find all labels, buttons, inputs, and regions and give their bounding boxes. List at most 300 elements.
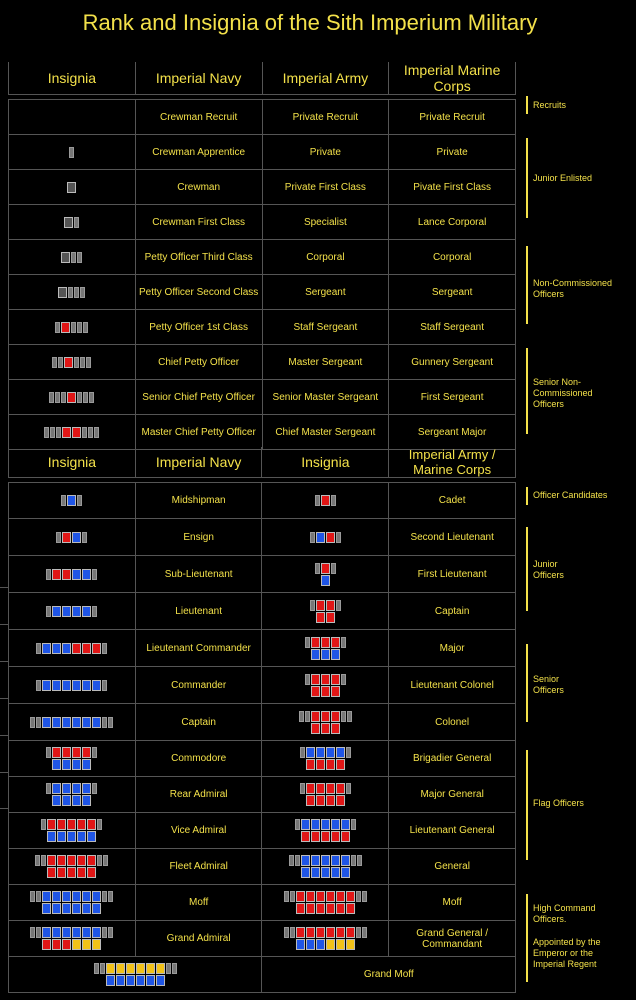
insignia-square-blue <box>321 867 330 878</box>
insignia-square-blue <box>72 759 81 770</box>
header-navy: Imperial Navy <box>135 447 262 478</box>
insignia-square-red <box>311 674 320 685</box>
army-rank: Grand General / Commandant <box>389 921 516 957</box>
insignia-square-blue <box>341 855 350 866</box>
insignia-pip-grey <box>346 783 351 794</box>
navy-rank: Senior Chief Petty Officer <box>135 380 262 415</box>
table-row <box>9 240 516 275</box>
insignia-square-blue <box>72 795 81 806</box>
insignia-square-red <box>316 795 325 806</box>
insignia-square-red <box>336 903 345 914</box>
insignia-square-red <box>331 711 340 722</box>
junior-officers-bracket <box>526 527 528 611</box>
senior-officers-bracket <box>526 644 528 722</box>
insignia-pip-grey <box>46 569 51 580</box>
insignia-square-red <box>321 674 330 685</box>
army-rank: Senior Master Sergeant <box>262 380 389 415</box>
insignia-square-red <box>77 819 86 830</box>
insignia-pip-grey <box>310 600 315 611</box>
insignia-square-red <box>321 686 330 697</box>
insignia-pip-grey <box>82 427 87 438</box>
insignia-square-red <box>311 831 320 842</box>
insignia-square-blue <box>301 819 310 830</box>
table-row <box>9 777 516 813</box>
insignia-cell <box>9 135 136 170</box>
insignia-square-blue <box>106 975 115 986</box>
insignia-pip-grey <box>92 783 97 794</box>
header-marine: Imperial Marine Corps <box>389 62 516 95</box>
insignia-square-grey <box>64 217 73 228</box>
army-rank: Sergeant <box>262 275 389 310</box>
navy-rank: Vice Admiral <box>135 813 262 849</box>
insignia-square-blue <box>336 747 345 758</box>
insignia-pip-grey <box>331 495 336 506</box>
insignia-square-blue <box>42 927 51 938</box>
insignia-square-red <box>62 427 71 438</box>
insignia-square-blue <box>92 903 101 914</box>
navy-insignia-cell <box>9 483 136 519</box>
insignia-cell <box>9 240 136 275</box>
insignia-square-red <box>336 795 345 806</box>
header-insignia: Insignia <box>9 447 136 478</box>
insignia-square-blue <box>62 927 71 938</box>
insignia-square-blue <box>62 795 71 806</box>
insignia-pip-grey <box>56 532 61 543</box>
insignia-square-gold <box>116 963 125 974</box>
insignia-pip-grey <box>80 287 85 298</box>
insignia-square-red <box>326 612 335 623</box>
insignia-square-blue <box>72 606 81 617</box>
insignia-pip-grey <box>299 711 304 722</box>
group-label-recruits: Recruits <box>533 100 567 110</box>
insignia-square-blue <box>82 891 91 902</box>
table-row <box>9 630 516 667</box>
navy-rank: Ensign <box>135 519 262 556</box>
insignia-square-red <box>316 927 325 938</box>
table-row <box>9 483 516 519</box>
insignia-square-blue <box>331 649 340 660</box>
insignia-square-blue <box>52 927 61 938</box>
insignia-square-blue <box>82 903 91 914</box>
insignia-square-red <box>64 357 73 368</box>
insignia-pip-grey <box>290 891 295 902</box>
insignia-square-red <box>301 831 310 842</box>
grand-moff-rank: Grand Moff <box>262 957 516 993</box>
insignia-square-red <box>321 831 330 842</box>
insignia-square-red <box>306 903 315 914</box>
navy-insignia-cell <box>9 593 136 630</box>
table-row <box>9 310 516 345</box>
insignia-pip-grey <box>295 855 300 866</box>
insignia-pip-grey <box>92 606 97 617</box>
edge-tick <box>0 698 8 699</box>
group-label-junior-officers: Junior Officers <box>533 559 564 580</box>
snco-bracket <box>526 348 528 434</box>
insignia-square-blue <box>311 855 320 866</box>
insignia-pip-grey <box>36 643 41 654</box>
insignia-cell <box>9 380 136 415</box>
insignia-square-red <box>311 637 320 648</box>
insignia-pip-grey <box>77 322 82 333</box>
insignia-cell <box>9 100 136 135</box>
insignia-square-red <box>346 927 355 938</box>
insignia-pip-grey <box>331 563 336 574</box>
insignia-pip-grey <box>108 717 113 728</box>
insignia-square-blue <box>316 747 325 758</box>
navy-rank: Crewman Recruit <box>135 100 262 135</box>
insignia-square-gold <box>146 963 155 974</box>
group-label-junior-enlisted: Junior Enlisted <box>533 173 593 183</box>
marine-rank: Sergeant Major <box>389 415 516 450</box>
navy-rank: Petty Officer Third Class <box>135 240 262 275</box>
insignia-square-blue <box>42 717 51 728</box>
insignia-pip-grey <box>102 680 107 691</box>
insignia-square-red <box>326 600 335 611</box>
insignia-square-blue <box>52 680 61 691</box>
insignia-square-blue <box>52 717 61 728</box>
insignia-square-blue <box>82 680 91 691</box>
army-rank: Brigadier General <box>389 741 516 777</box>
insignia-pip-grey <box>356 927 361 938</box>
army-insignia-cell <box>262 593 389 630</box>
insignia-pip-grey <box>46 606 51 617</box>
insignia-square-blue <box>311 649 320 660</box>
edge-tick <box>0 772 8 773</box>
insignia-pip-grey <box>346 747 351 758</box>
enlisted-rank-table <box>8 62 516 450</box>
insignia-square-red <box>72 643 81 654</box>
insignia-pip-grey <box>357 855 362 866</box>
insignia-pip-grey <box>41 819 46 830</box>
insignia-square-blue <box>47 831 56 842</box>
insignia-square-blue <box>72 783 81 794</box>
table-row <box>9 100 516 135</box>
insignia-square-red <box>87 855 96 866</box>
insignia-square-red <box>326 927 335 938</box>
insignia-square-blue <box>316 532 325 543</box>
insignia-square-red <box>336 783 345 794</box>
recruits-bracket <box>526 96 528 114</box>
insignia-square-gold <box>336 939 345 950</box>
insignia-pip-grey <box>295 819 300 830</box>
insignia-square-red <box>331 674 340 685</box>
insignia-square-gold <box>156 963 165 974</box>
insignia-pip-grey <box>74 287 79 298</box>
insignia-square-blue <box>301 867 310 878</box>
insignia-square-red <box>331 723 340 734</box>
navy-rank: Petty Officer 1st Class <box>135 310 262 345</box>
navy-rank: Fleet Admiral <box>135 849 262 885</box>
insignia-pip-grey <box>68 287 73 298</box>
insignia-pip-grey <box>103 855 108 866</box>
table-row <box>9 593 516 630</box>
insignia-pip-grey <box>284 927 289 938</box>
insignia-square-red <box>77 855 86 866</box>
insignia-square-red <box>47 819 56 830</box>
insignia-square-red <box>316 903 325 914</box>
insignia-square-red <box>311 723 320 734</box>
insignia-pip-grey <box>310 532 315 543</box>
navy-rank: Lieutenant Commander <box>135 630 262 667</box>
nco-bracket <box>526 246 528 324</box>
insignia-pip-grey <box>100 963 105 974</box>
table-row <box>9 957 516 993</box>
insignia-square-red <box>61 322 70 333</box>
insignia-square-red <box>316 612 325 623</box>
insignia-square-blue <box>72 717 81 728</box>
insignia-pip-grey <box>44 427 49 438</box>
marine-rank: Private Recruit <box>389 100 516 135</box>
insignia-square-red <box>321 723 330 734</box>
insignia-square-blue <box>42 891 51 902</box>
insignia-square-blue <box>146 975 155 986</box>
navy-rank: Commander <box>135 667 262 704</box>
insignia-square-gold <box>136 963 145 974</box>
insignia-pip-grey <box>52 357 57 368</box>
insignia-square-blue <box>62 680 71 691</box>
army-rank: General <box>389 849 516 885</box>
insignia-square-red <box>346 903 355 914</box>
marine-rank: First Sergeant <box>389 380 516 415</box>
edge-tick <box>0 735 8 736</box>
insignia-pip-grey <box>46 747 51 758</box>
header-navy: Imperial Navy <box>135 62 262 95</box>
army-rank: Lieutenant General <box>389 813 516 849</box>
insignia-square-blue <box>62 891 71 902</box>
insignia-pip-grey <box>97 819 102 830</box>
army-insignia-cell <box>262 885 389 921</box>
insignia-square-blue <box>62 606 71 617</box>
table-row <box>9 813 516 849</box>
insignia-square-red <box>47 855 56 866</box>
navy-insignia-cell <box>9 556 136 593</box>
insignia-pip-grey <box>108 927 113 938</box>
group-label-flag-officers: Flag Officers <box>533 798 584 808</box>
table-row <box>9 275 516 310</box>
insignia-square-red <box>296 903 305 914</box>
insignia-square-blue <box>72 680 81 691</box>
insignia-square-red <box>336 759 345 770</box>
insignia-pip-grey <box>55 322 60 333</box>
insignia-pip-grey <box>35 855 40 866</box>
insignia-pip-grey <box>351 819 356 830</box>
insignia-square-blue <box>301 855 310 866</box>
army-insignia-cell <box>262 519 389 556</box>
insignia-square-blue <box>67 495 76 506</box>
army-rank: Master Sergeant <box>262 345 389 380</box>
army-rank: Lieutenant Colonel <box>389 667 516 704</box>
insignia-pip-grey <box>356 891 361 902</box>
navy-insignia-cell <box>9 741 136 777</box>
insignia-square-red <box>326 759 335 770</box>
insignia-square-red <box>321 637 330 648</box>
army-insignia-cell <box>262 777 389 813</box>
page-title: Rank and Insignia of the Sith Imperium Military <box>82 10 538 35</box>
insignia-pip-grey <box>36 680 41 691</box>
army-rank: Private Recruit <box>262 100 389 135</box>
navy-rank: Commodore <box>135 741 262 777</box>
insignia-pip-grey <box>315 563 320 574</box>
insignia-square-blue <box>72 891 81 902</box>
table-header-row <box>9 447 516 478</box>
insignia-pip-grey <box>74 217 79 228</box>
insignia-square-blue <box>52 795 61 806</box>
insignia-pip-grey <box>341 637 346 648</box>
insignia-square-red <box>62 569 71 580</box>
insignia-square-red <box>331 637 340 648</box>
insignia-square-red <box>62 939 71 950</box>
insignia-square-red <box>296 891 305 902</box>
insignia-square-blue <box>72 569 81 580</box>
insignia-square-blue <box>311 867 320 878</box>
insignia-pip-grey <box>362 927 367 938</box>
insignia-square-red <box>316 891 325 902</box>
insignia-square-red <box>77 867 86 878</box>
insignia-square-red <box>306 783 315 794</box>
table-row <box>9 345 516 380</box>
insignia-square-red <box>326 891 335 902</box>
insignia-square-red <box>72 427 81 438</box>
insignia-cell <box>9 275 136 310</box>
insignia-square-red <box>341 831 350 842</box>
edge-tick <box>0 624 8 625</box>
insignia-cell <box>9 170 136 205</box>
insignia-square-blue <box>331 867 340 878</box>
insignia-square-red <box>306 795 315 806</box>
insignia-pip-grey <box>300 747 305 758</box>
insignia-square-blue <box>92 680 101 691</box>
edge-tick <box>0 808 8 809</box>
insignia-square-blue <box>306 939 315 950</box>
insignia-square-blue <box>67 831 76 842</box>
officer-rank-table <box>8 447 516 993</box>
insignia-square-blue <box>82 606 91 617</box>
insignia-square-blue <box>306 747 315 758</box>
insignia-pip-grey <box>36 717 41 728</box>
insignia-square-gold <box>326 939 335 950</box>
insignia-pip-grey <box>89 392 94 403</box>
marine-rank: Staff Sergeant <box>389 310 516 345</box>
navy-rank: Crewman Apprentice <box>135 135 262 170</box>
insignia-square-blue <box>311 819 320 830</box>
table-row <box>9 849 516 885</box>
navy-rank: Lieutenant <box>135 593 262 630</box>
header-insignia: Insignia <box>9 62 136 95</box>
army-rank: Private <box>262 135 389 170</box>
army-rank: Corporal <box>262 240 389 275</box>
insignia-square-blue <box>42 643 51 654</box>
insignia-square-red <box>52 747 61 758</box>
insignia-square-blue <box>296 939 305 950</box>
insignia-square-blue <box>62 783 71 794</box>
insignia-pip-grey <box>289 855 294 866</box>
insignia-square-red <box>57 855 66 866</box>
insignia-square-red <box>62 532 71 543</box>
insignia-pip-grey <box>92 569 97 580</box>
insignia-pip-grey <box>74 357 79 368</box>
insignia-square-blue <box>42 680 51 691</box>
insignia-square-red <box>321 495 330 506</box>
insignia-pip-grey <box>305 637 310 648</box>
insignia-pip-grey <box>71 252 76 263</box>
table-row <box>9 667 516 704</box>
army-rank: Captain <box>389 593 516 630</box>
insignia-cell <box>9 415 136 450</box>
insignia-square-red <box>326 795 335 806</box>
insignia-square-blue <box>116 975 125 986</box>
marine-rank: Corporal <box>389 240 516 275</box>
insignia-square-blue <box>72 903 81 914</box>
insignia-square-red <box>87 819 96 830</box>
insignia-pip-grey <box>30 717 35 728</box>
insignia-pip-grey <box>36 891 41 902</box>
header-insignia-army: Insignia <box>262 447 389 478</box>
insignia-square-blue <box>82 717 91 728</box>
junior-enlisted-bracket <box>526 138 528 218</box>
insignia-pip-grey <box>30 891 35 902</box>
insignia-pip-grey <box>49 392 54 403</box>
insignia-square-blue <box>156 975 165 986</box>
army-rank: Second Lieutenant <box>389 519 516 556</box>
insignia-pip-grey <box>166 963 171 974</box>
insignia-square-red <box>57 819 66 830</box>
insignia-square-blue <box>92 927 101 938</box>
insignia-square-red <box>321 711 330 722</box>
insignia-pip-grey <box>341 674 346 685</box>
insignia-square-red <box>67 867 76 878</box>
insignia-square-red <box>316 759 325 770</box>
table-row <box>9 519 516 556</box>
insignia-pip-grey <box>88 427 93 438</box>
insignia-pip-grey <box>92 747 97 758</box>
navy-rank: Captain <box>135 704 262 741</box>
grand-moff-insignia-cell <box>9 957 262 993</box>
insignia-cell <box>9 345 136 380</box>
insignia-cell <box>9 310 136 345</box>
insignia-square-gold <box>72 939 81 950</box>
insignia-square-red <box>82 643 91 654</box>
insignia-cell <box>9 205 136 240</box>
navy-rank: Chief Petty Officer <box>135 345 262 380</box>
army-insignia-cell <box>262 556 389 593</box>
insignia-square-red <box>52 569 61 580</box>
insignia-square-blue <box>52 891 61 902</box>
army-insignia-cell <box>262 921 389 957</box>
insignia-square-blue <box>72 532 81 543</box>
insignia-pip-grey <box>284 891 289 902</box>
insignia-pip-grey <box>108 891 113 902</box>
insignia-square-red <box>326 532 335 543</box>
insignia-pip-grey <box>336 600 341 611</box>
insignia-square-blue <box>52 783 61 794</box>
insignia-square-red <box>326 903 335 914</box>
insignia-pip-grey <box>305 674 310 685</box>
insignia-square-blue <box>82 927 91 938</box>
edge-tick <box>0 661 8 662</box>
insignia-pip-grey <box>172 963 177 974</box>
insignia-pip-grey <box>290 927 295 938</box>
army-insignia-cell <box>262 667 389 704</box>
army-insignia-cell <box>262 741 389 777</box>
insignia-pip-grey <box>97 855 102 866</box>
group-label-high-command: High Command Officers. <box>533 903 596 924</box>
navy-insignia-cell <box>9 519 136 556</box>
insignia-pip-grey <box>94 963 99 974</box>
group-label-senior-officers: Senior Officers <box>533 674 564 695</box>
insignia-square-blue <box>331 819 340 830</box>
navy-rank: Sub-Lieutenant <box>135 556 262 593</box>
insignia-pip-grey <box>86 357 91 368</box>
